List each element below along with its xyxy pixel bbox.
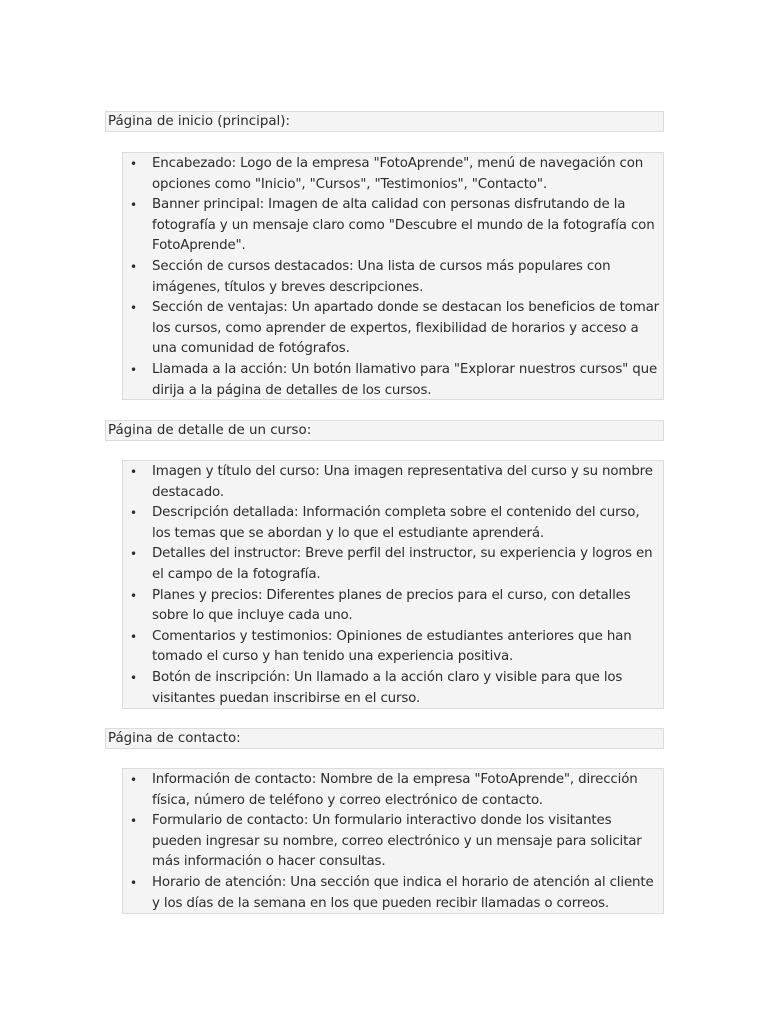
list-item-text: Llamada a la acción: Un botón llamativo para "Explorar nuestros cursos" que dirija a la página de detalles de los cursos. (152, 361, 658, 398)
list-item (123, 257, 663, 298)
list-item (123, 811, 663, 873)
bullet-icon: • (130, 588, 137, 603)
bullet-icon: • (130, 157, 137, 171)
list-item-text: Imagen y título del curso: Una imagen representativa del curso y su nombre destacado. (152, 464, 653, 500)
list-item (123, 627, 663, 668)
list-item (123, 873, 663, 914)
section-list-contacto (122, 768, 664, 914)
list-item-text: Información de contacto: Nombre de la empresa "FotoAprende", dirección física, número de teléfono y correo electrónico de contacto. (152, 772, 638, 808)
bullet-icon: • (130, 814, 137, 829)
list-item-text: Descripción detallada: Información completa sobre el contenido del curso, los temas que se abordan y lo que el estudiante aprenderá. (152, 505, 640, 541)
bullet-icon: • (130, 875, 137, 890)
list-item-text: Planes y precios: Diferentes planes de precios para el curso, con detalles sobre lo que incluye cada uno. (152, 587, 631, 624)
bullet-icon: • (130, 547, 137, 562)
bullet-icon: • (130, 465, 137, 479)
list-item-text: Encabezado: Logo de la empresa "FotoAprende", menú de navegación con opciones como "Inicio", "Cursos", "Testimonios", "Contacto". (152, 156, 644, 192)
list-item (123, 586, 663, 627)
list-item-text: Formulario de contacto: Un formulario interactivo donde los visitantes pueden ingresar su nombre, correo electrónico y un mensaje para solicitar más información o hacer consultas. (152, 813, 642, 870)
section-heading-detalle-curso: Página de detalle de un curso: (105, 420, 664, 441)
section-heading-inicio: Página de inicio (principal): (105, 111, 664, 132)
section-list-inicio (122, 152, 664, 400)
bullet-icon: • (130, 198, 137, 213)
list-item-text: Horario de atención: Una sección que indica el horario de atención al cliente y los días de la semana en los que pueden recibir llamadas o correos. (152, 874, 654, 911)
list-item (123, 298, 663, 360)
list-item (123, 668, 663, 709)
list-item-text: Comentarios y testimonios: Opiniones de estudiantes anteriores que han tomado el curso y han tenido una experiencia positiva. (152, 628, 632, 665)
list-item-text: Sección de cursos destacados: Una lista de cursos más populares con imágenes, títulos y breves descripciones. (152, 258, 611, 295)
section-heading-contacto: Página de contacto: (105, 728, 664, 749)
bullet-icon: • (130, 670, 137, 685)
list-item (123, 503, 663, 544)
bullet-icon: • (130, 773, 137, 787)
list-item (123, 154, 663, 195)
list-item-text: Detalles del instructor: Breve perfil del instructor, su experiencia y logros en el campo de la fotografía. (152, 546, 653, 582)
list-item (123, 195, 663, 257)
list-item-text: Sección de ventajas: Un apartado donde se destacan los beneficios de tomar los cursos, como aprender de expertos, flexibilidad de horarios y acceso a una comunidad de fotógrafos. (152, 300, 660, 357)
list-item (123, 544, 663, 585)
list-item-text: Botón de inscripción: Un llamado a la acción claro y visible para que los visitantes puedan inscribirse en el curso. (152, 669, 623, 706)
list-item (123, 360, 663, 401)
list-item (123, 462, 663, 503)
list-item (123, 770, 663, 811)
section-list-detalle-curso (122, 460, 664, 709)
bullet-icon: • (130, 301, 137, 316)
list-item-text: Banner principal: Imagen de alta calidad con personas disfrutando de la fotografía y un mensaje claro como "Descubre el mundo de la fotografía con FotoAprende". (152, 197, 655, 254)
bullet-icon: • (130, 259, 137, 274)
bullet-icon: • (130, 362, 137, 377)
bullet-icon: • (130, 506, 137, 521)
bullet-icon: • (130, 629, 137, 644)
